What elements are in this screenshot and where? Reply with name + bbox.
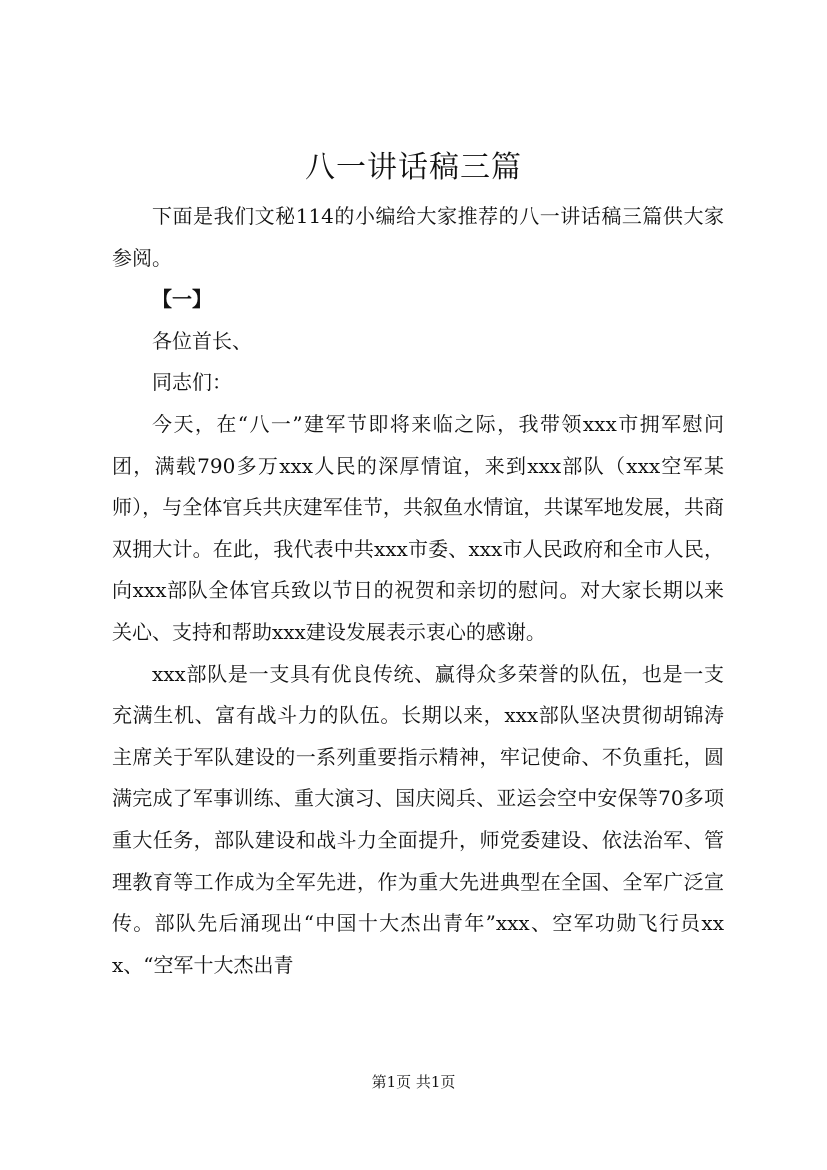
document-title: 八一讲话稿三篇 xyxy=(305,150,522,185)
body-paragraph-1: 今天，在“八一”建军节即将来临之际，我带领xxx市拥军慰问团，满载790多万xxx人民的深厚情谊，来到xxx部队（xxx空军某师），与全体官兵共庆建军佳节，共叙鱼水情谊，共谋军地发展，共商双拥大计。在此，我代表中共xxx市委、xxx市人民政府和全市人民，向xxx部队全体官兵致以节日的祝贺和亲切的慰问。对大家长期以来关心、支持和帮助xxx建设发展表示衷心的感谢。 xyxy=(112,411,724,644)
body-paragraph-2: xxx部队是一支具有优良传统、赢得众多荣誉的队伍，也是一支充满生机、富有战斗力的队伍。长期以来，xxx部队坚决贯彻胡锦涛主席关于军队建设的一系列重要指示精神，牢记使命、不负重托，圆满完成了军事训练、重大演习、国庆阅兵、亚运会空中安保等70多项重大任务，部队建设和战斗力全面提升，师党委建设、依法治军、管理教育等工作成为全军先进，作为重大先进典型在全国、全军广泛宣传。部队先后涌现出“中国十大杰出青年”xxx、空军功勋飞行员xxx、“空军十大杰出青 xyxy=(112,661,724,977)
section-heading: 【一】 xyxy=(152,287,212,312)
salutation-line-2: 同志们： xyxy=(152,370,232,395)
intro-paragraph: 下面是我们文秘114的小编给大家推荐的八一讲话稿三篇供大家参阅。 xyxy=(112,204,724,270)
document-body xyxy=(112,196,724,986)
page-number-footer: 第1页 共1页 xyxy=(371,1073,456,1091)
salutation-line-1: 各位首长、 xyxy=(152,328,252,353)
